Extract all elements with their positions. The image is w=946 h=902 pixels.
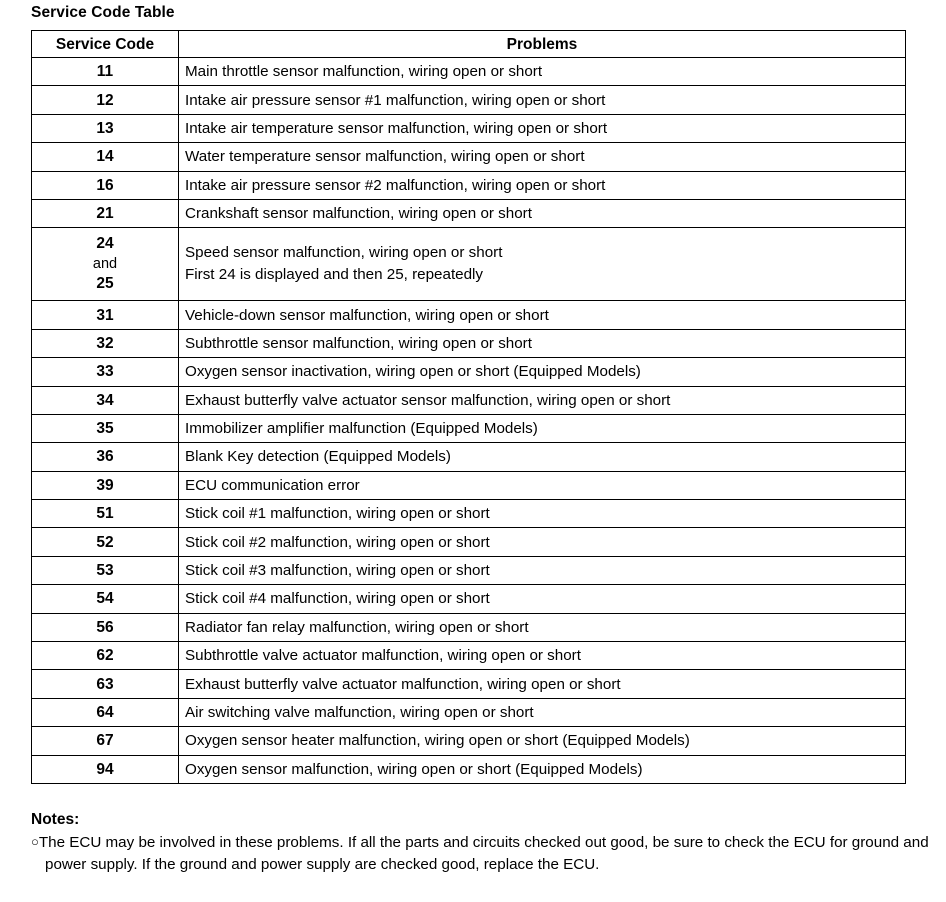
problem-cell: Crankshaft sensor malfunction, wiring open or short (179, 199, 906, 227)
table-row (32, 386, 906, 414)
problem-cell: Stick coil #1 malfunction, wiring open or short (179, 500, 906, 528)
note-text: The ECU may be involved in these problems. If all the parts and circuits checked out good, be sure to check the ECU for ground and power supply. If the ground and power supply are checked good, replace the ECU. (38, 834, 929, 873)
service-code-cell: 64 (32, 698, 179, 726)
problem-cell: Exhaust butterfly valve actuator sensor malfunction, wiring open or short (179, 386, 906, 414)
table-row (32, 301, 906, 329)
table-row (32, 358, 906, 386)
table-row (32, 613, 906, 641)
problem-cell: Radiator fan relay malfunction, wiring open or short (179, 613, 906, 641)
table-row (32, 329, 906, 357)
column-header-service-code: Service Code (32, 31, 179, 58)
problem-cell: Subthrottle sensor malfunction, wiring open or short (179, 329, 906, 357)
notes-list (31, 831, 929, 876)
table-row (32, 86, 906, 114)
problem-line: Speed sensor malfunction, wiring open or short (185, 244, 503, 262)
problem-cell: Intake air pressure sensor #1 malfunction, wiring open or short (179, 86, 906, 114)
problem-cell: Stick coil #3 malfunction, wiring open or short (179, 556, 906, 584)
service-code-cell: 53 (32, 556, 179, 584)
table-row (32, 114, 906, 142)
table-row (32, 698, 906, 726)
service-code-cell: 51 (32, 500, 179, 528)
table-row (32, 171, 906, 199)
service-code-cell: 36 (32, 443, 179, 471)
service-code-cell: 34 (32, 386, 179, 414)
problem-line: First 24 is displayed and then 25, repeatedly (185, 266, 484, 284)
service-code-cell: 67 (32, 727, 179, 755)
table-row (32, 443, 906, 471)
problem-cell: Subthrottle valve actuator malfunction, wiring open or short (179, 642, 906, 670)
table-row (32, 670, 906, 698)
open-circle-bullet-icon: ○ (31, 834, 39, 849)
service-code-cell: 63 (32, 670, 179, 698)
service-code-cell: 11 (32, 58, 179, 86)
table-row (32, 500, 906, 528)
column-header-problems: Problems (179, 31, 906, 58)
service-code-cell: 52 (32, 528, 179, 556)
service-code-cell: 54 (32, 585, 179, 613)
service-code-cell: 32 (32, 329, 179, 357)
problem-cell: Immobilizer amplifier malfunction (Equipped Models) (179, 414, 906, 442)
service-code-cell: 39 (32, 471, 179, 499)
page-title: Service Code Table (31, 4, 175, 21)
problem-cell: ECU communication error (179, 471, 906, 499)
service-code-cell: 94 (32, 755, 179, 783)
service-code-cell: 56 (32, 613, 179, 641)
service-code-cell: 16 (32, 171, 179, 199)
table-row (32, 528, 906, 556)
table-header-row (32, 31, 906, 58)
service-code-table (31, 30, 906, 784)
table-row (32, 556, 906, 584)
notes-heading: Notes: (31, 811, 80, 828)
table-row (32, 228, 906, 301)
notes-section (31, 810, 929, 876)
problem-cell: Oxygen sensor heater malfunction, wiring open or short (Equipped Models) (179, 727, 906, 755)
problem-cell: Oxygen sensor inactivation, wiring open or short (Equipped Models) (179, 358, 906, 386)
service-code-cell: 12 (32, 86, 179, 114)
service-code-cell: 14 (32, 143, 179, 171)
service-code-cell: 13 (32, 114, 179, 142)
problem-cell: Exhaust butterfly valve actuator malfunction, wiring open or short (179, 670, 906, 698)
table-header (32, 31, 906, 58)
table-row (32, 755, 906, 783)
problem-cell: Oxygen sensor malfunction, wiring open or short (Equipped Models) (179, 755, 906, 783)
table-row (32, 642, 906, 670)
problem-multiline (185, 242, 905, 286)
service-code-cell (32, 228, 179, 301)
problem-cell: Stick coil #4 malfunction, wiring open or short (179, 585, 906, 613)
service-code-cell: 21 (32, 199, 179, 227)
service-code-cell: 33 (32, 358, 179, 386)
problem-cell: Intake air pressure sensor #2 malfunction, wiring open or short (179, 171, 906, 199)
table-row (32, 727, 906, 755)
problem-cell: Water temperature sensor malfunction, wiring open or short (179, 143, 906, 171)
table-row (32, 58, 906, 86)
table-row (32, 199, 906, 227)
service-code-cell: 31 (32, 301, 179, 329)
problem-cell: Stick coil #2 malfunction, wiring open or short (179, 528, 906, 556)
service-code-primary: 24 (96, 235, 114, 253)
problem-cell: Vehicle-down sensor malfunction, wiring open or short (179, 301, 906, 329)
service-code-secondary: 25 (96, 275, 114, 293)
problem-cell (179, 228, 906, 301)
service-code-cell: 62 (32, 642, 179, 670)
problem-cell: Air switching valve malfunction, wiring open or short (179, 698, 906, 726)
service-code-cell: 35 (32, 414, 179, 442)
service-code-stack (32, 234, 178, 294)
problem-cell: Intake air temperature sensor malfunction, wiring open or short (179, 114, 906, 142)
table-body (32, 58, 906, 784)
table-row (32, 143, 906, 171)
table-row (32, 585, 906, 613)
problem-cell: Blank Key detection (Equipped Models) (179, 443, 906, 471)
service-code-conjunction: and (92, 256, 118, 273)
problem-cell: Main throttle sensor malfunction, wiring open or short (179, 58, 906, 86)
table-row (32, 414, 906, 442)
note-item (31, 831, 935, 876)
table-row (32, 471, 906, 499)
